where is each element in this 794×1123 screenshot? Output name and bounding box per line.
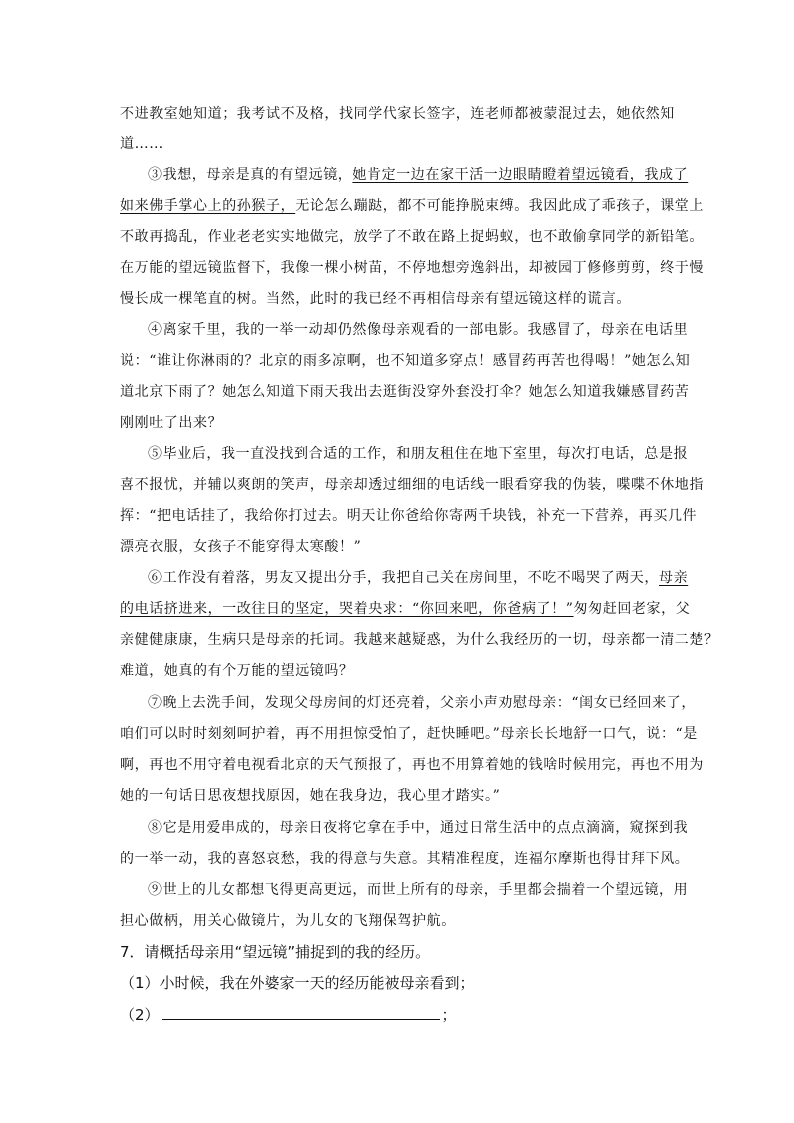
- paragraph-line: 道……: [120, 136, 164, 152]
- paragraph-4-line-1: ④离家千里，我的一举一动却仍然像母亲观看的一部电影。我感冒了，母亲在电话里: [148, 322, 689, 338]
- paragraph-line: 挥：“把电话挂了，我给你打过去。明天让你爸给你寄两千块钱，补充一下营养，再买几件: [120, 508, 698, 524]
- paragraph-line: 不敢再捣乱，作业老老实实地做完，放学了不敢在路上捉蚂蚁，也不敢偷拿同学的新铅笔。: [120, 229, 704, 245]
- paragraph-line: 咱们可以时时刻刻呵护着，再不用担惊受怕了，赶快睡吧。”母亲长长地舒一口气，说：“是: [120, 726, 698, 742]
- paragraph-line: 刚刚吐了出来？: [120, 415, 223, 431]
- underlined-text: 如来佛手掌心上的孙猴子，: [120, 198, 296, 214]
- paragraph-line: 她的一句话日思夜想找原因，她在我身边，我心里才踏实。”: [120, 788, 501, 804]
- paragraph-line: 的一举一动，我的喜怒哀愁，我的得意与失意。其精准程度，连福尔摩斯也得甘拜下风。: [120, 851, 690, 867]
- paragraph-line: 说：“谁让你淋雨的？北京的雨多凉啊，也不知道多穿点！感冒药再苦也得喝！”她怎么知: [120, 353, 691, 369]
- paragraph-7-line-1: ⑦晚上去洗手间，发现父母房间的灯还亮着，父亲小声劝慰母亲：“闺女已经回来了，: [148, 695, 696, 711]
- question-stem: 7．请概括母亲用“望远镜”捕捉到的我的经历。: [120, 943, 431, 961]
- paragraph-6-line-1: ⑥工作没有着落，男友又提出分手，我把自己关在房间里，不吃不喝哭了两天，母亲: [148, 570, 689, 586]
- paragraph-8-line-1: ⑧它是用爱串成的，母亲日夜将它拿在手中，通过日常生活中的点点滴滴，窥探到我: [148, 820, 689, 836]
- paragraph-3-line-1: ③我想，母亲是真的有望远镜，她肯定一边在家干活一边眼睛瞪着望远镜看，我成了: [148, 167, 689, 183]
- paragraph-line: 漂亮衣服，女孩子不能穿得太寒酸！”: [120, 539, 362, 555]
- underlined-text: 的电话挤进来，一改往日的坚定，哭着央求：“你回来吧，你爸病了！”: [120, 601, 574, 617]
- answer-blank[interactable]: [162, 1005, 440, 1020]
- paragraph-line: 慢长成一棵笔直的树。当然，此时的我已经不再相信母亲有望远镜这样的谎言。: [120, 291, 631, 307]
- question-item-1: （1）小时候，我在外婆家一天的经历能被母亲看到；: [120, 974, 475, 992]
- paragraph-line: 在万能的望远镜监督下，我像一棵小树苗，不停地想旁逸斜出，却被园丁修修剪剪，终于慢: [120, 260, 704, 276]
- paragraph-line: 啊，再也不用守着电视看北京的天气预报了，再也不用算着她的钱啥时候用完，再也不用为: [120, 757, 704, 773]
- paragraph-5-line-1: ⑤毕业后，我一直没找到合适的工作，和朋友租住在地下室里，每次打电话，总是报: [148, 446, 689, 462]
- paragraph-line: 道北京下雨了？她怎么知道下雨天我出去逛街没穿外套没打伞？她怎么知道我嫌感冒药苦: [120, 384, 690, 400]
- paragraph-line: 担心做柄，用关心做镜片，为儿女的飞翔保驾护航。: [120, 913, 456, 929]
- question-item-2: （2） ；: [120, 1006, 457, 1024]
- paragraph-6-line-2: 的电话挤进来，一改往日的坚定，哭着央求：“你回来吧，你爸病了！”匆匆赶回老家，父: [120, 601, 691, 617]
- underlined-text: 她肯定一边在家干活一边眼睛瞪着望远镜看，我成了: [352, 167, 689, 183]
- paragraph-line: 难道，她真的有个万能的望远镜吗？: [120, 663, 354, 679]
- paragraph-9-line-1: ⑨世上的儿女都想飞得更高更远，而世上所有的母亲，手里都会揣着一个望远镜，用: [148, 882, 689, 898]
- paragraph-line: 喜不报忧，并辅以爽朗的笑声，母亲却透过细细的电话线一眼看穿我的伪装，喋喋不休地指: [120, 477, 704, 493]
- paragraph-line: 不进教室她知道；我考试不及格，找同学代家长签字，连老师都被蒙混过去，她依然知: [120, 106, 675, 122]
- paragraph-3-line-2: 如来佛手掌心上的孙猴子，无论怎么蹦跶，都不可能挣脱束缚。我因此成了乖孩子，课堂上: [120, 198, 705, 214]
- paragraph-line: 亲健健康康，生病只是母亲的托词。我越来越疑惑，为什么我经历的一切，母亲都一清二楚？: [120, 632, 719, 648]
- underlined-text: 母亲: [659, 570, 689, 586]
